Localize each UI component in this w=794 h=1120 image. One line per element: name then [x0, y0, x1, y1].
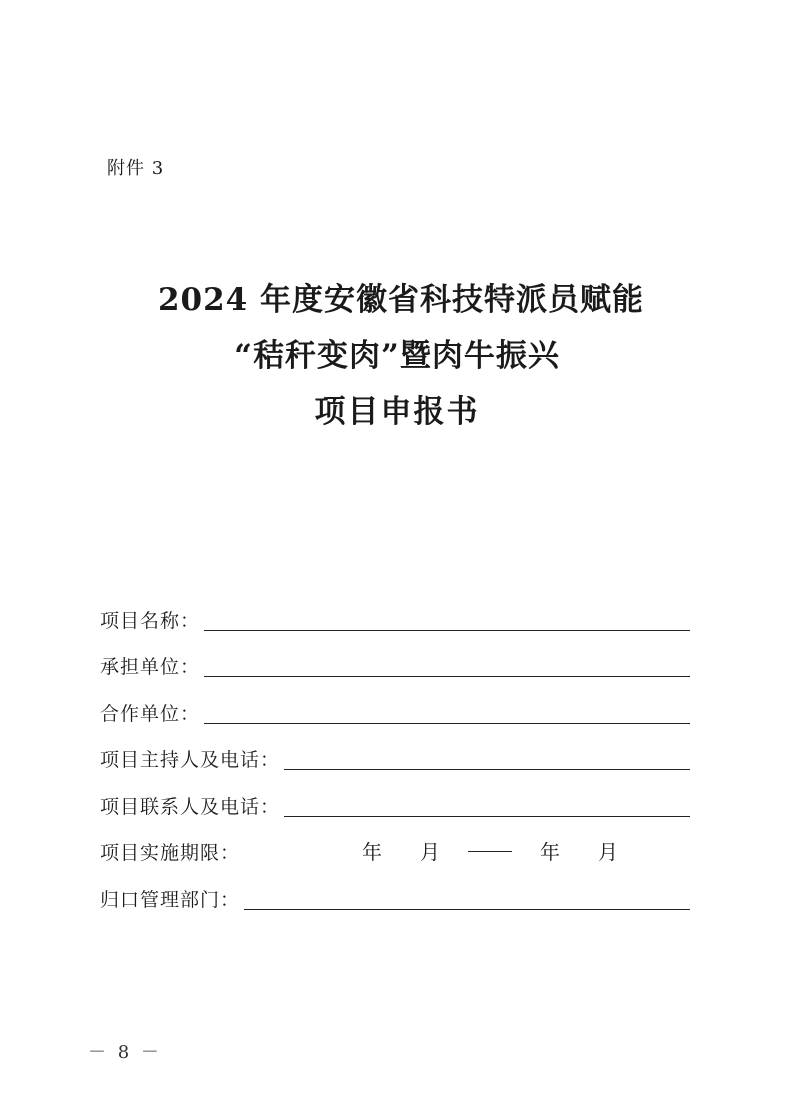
competent-department-field[interactable]	[244, 908, 690, 910]
project-contact-label: 项目联系人及电话：	[100, 795, 281, 818]
form-row-cooperating-unit	[100, 683, 690, 730]
cooperating-unit-label: 合作单位：	[100, 702, 201, 725]
end-month-unit: 月	[598, 840, 618, 864]
implementation-period-field[interactable]	[352, 836, 628, 865]
document-title	[0, 272, 794, 440]
form-row-undertaking-unit	[100, 637, 690, 684]
title-line-3: 项目申报书	[314, 394, 480, 430]
application-form	[100, 590, 690, 916]
start-month-unit: 月	[420, 840, 440, 864]
undertaking-unit-label: 承担单位：	[100, 656, 201, 678]
implementation-period-label: 项目实施期限：	[100, 842, 241, 864]
form-row-project-name	[100, 590, 690, 637]
form-row-project-contact	[100, 776, 690, 823]
cooperating-unit-field[interactable]	[204, 722, 690, 724]
form-row-project-leader	[100, 730, 690, 777]
start-year-unit: 年	[362, 840, 382, 864]
title-line-1: 2024 年度安徽省科技特派员赋能	[157, 282, 645, 318]
undertaking-unit-field[interactable]	[204, 675, 690, 677]
form-row-competent-department	[100, 869, 690, 916]
project-leader-label: 项目主持人及电话：	[100, 749, 281, 771]
period-dash	[468, 851, 512, 852]
title-line-2: “秸秆变肉”暨肉牛振兴	[234, 338, 560, 374]
form-row-implementation-period	[100, 823, 690, 870]
end-year-unit: 年	[540, 840, 560, 864]
project-contact-field[interactable]	[284, 815, 690, 817]
project-name-label: 项目名称：	[100, 609, 201, 632]
page-number: － 8 －	[88, 1042, 162, 1063]
attachment-label: 附件 3	[107, 158, 165, 179]
project-name-field[interactable]	[204, 629, 690, 631]
competent-department-label: 归口管理部门：	[100, 888, 241, 911]
project-leader-field[interactable]	[284, 768, 690, 770]
